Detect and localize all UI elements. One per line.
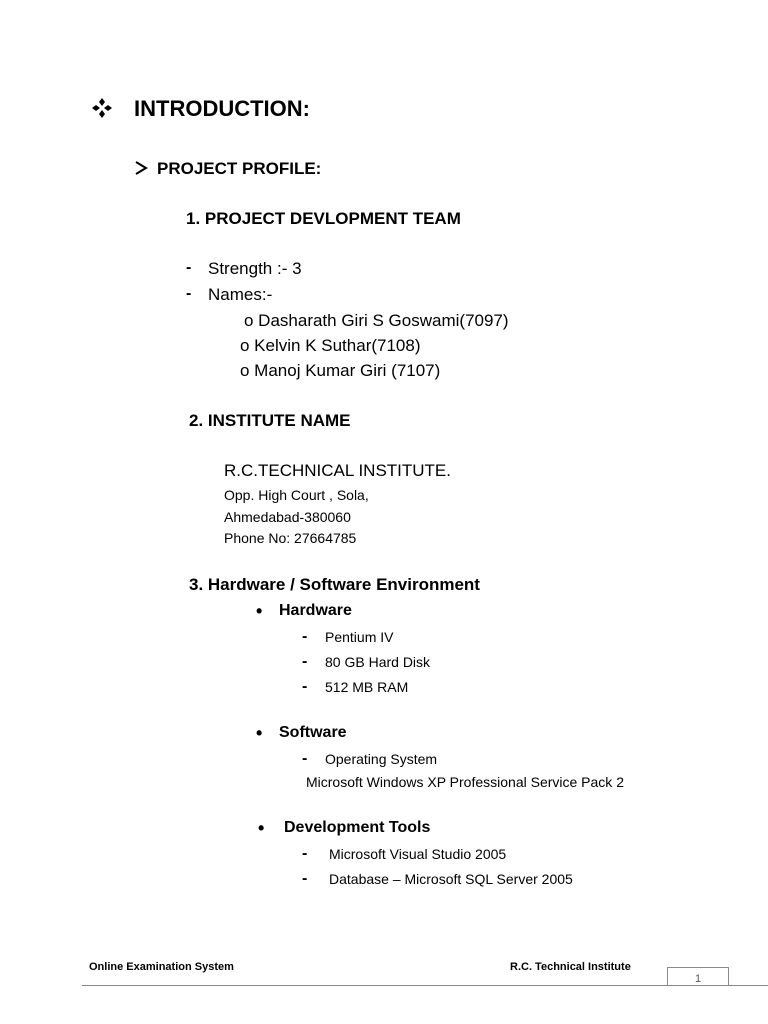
devtools-item: Database – Microsoft SQL Server 2005 bbox=[329, 871, 573, 887]
team-member: o Dasharath Giri S Goswami(7097) bbox=[244, 311, 509, 330]
dash-marker: - bbox=[186, 285, 192, 302]
team-names-label: Names:- bbox=[208, 285, 273, 304]
devtools-label: Development Tools bbox=[284, 819, 431, 836]
hardware-label: Hardware bbox=[279, 602, 352, 619]
footer-divider bbox=[82, 985, 768, 986]
hardware-item: Pentium IV bbox=[325, 629, 394, 645]
dash-marker: - bbox=[186, 259, 192, 276]
team-heading: 1. PROJECT DEVLOPMENT TEAM bbox=[186, 209, 461, 228]
devtools-item: Microsoft Visual Studio 2005 bbox=[329, 846, 507, 862]
institute-heading: 2. INSTITUTE NAME bbox=[189, 411, 351, 430]
page-number: 1 bbox=[667, 967, 729, 986]
team-member: o Kelvin K Suthar(7108) bbox=[240, 336, 421, 355]
subsection-title-project-profile: PROJECT PROFILE: bbox=[157, 159, 322, 178]
institute-address-line2: Ahmedabad-380060 bbox=[224, 509, 351, 525]
software-os-value: Microsoft Windows XP Professional Service Pack 2 bbox=[306, 774, 624, 790]
dash-marker: - bbox=[302, 750, 308, 767]
bullet-icon: • bbox=[256, 723, 263, 743]
footer-right-text: R.C. Technical Institute bbox=[510, 961, 631, 973]
institute-name: R.C.TECHNICAL INSTITUTE. bbox=[224, 461, 451, 480]
dash-marker: - bbox=[302, 845, 308, 862]
bullet-icon: • bbox=[258, 818, 265, 838]
dash-marker: - bbox=[302, 628, 308, 645]
environment-heading: 3. Hardware / Software Environment bbox=[189, 575, 480, 594]
arrow-bullet-icon bbox=[134, 160, 148, 181]
diamond-bullet-icon bbox=[90, 96, 114, 125]
footer-left-text: Online Examination System bbox=[89, 961, 234, 973]
section-title-introduction: INTRODUCTION: bbox=[134, 96, 310, 121]
dash-marker: - bbox=[302, 653, 308, 670]
hardware-item: 512 MB RAM bbox=[325, 679, 409, 695]
institute-address-line1: Opp. High Court , Sola, bbox=[224, 487, 369, 503]
software-label: Software bbox=[279, 724, 347, 741]
bullet-icon: • bbox=[256, 601, 263, 621]
software-os-label: Operating System bbox=[325, 751, 438, 767]
team-strength: Strength :- 3 bbox=[208, 259, 302, 278]
institute-phone: Phone No: 27664785 bbox=[224, 530, 357, 546]
dash-marker: - bbox=[302, 870, 308, 887]
hardware-item: 80 GB Hard Disk bbox=[325, 654, 431, 670]
team-member: o Manoj Kumar Giri (7107) bbox=[240, 361, 441, 380]
dash-marker: - bbox=[302, 678, 308, 695]
